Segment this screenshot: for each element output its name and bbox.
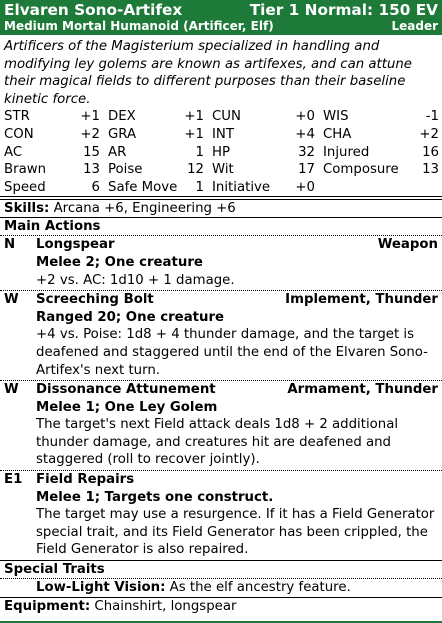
stat-gra: GRA +1	[108, 126, 204, 142]
stat-dex: DEX +1	[108, 109, 204, 125]
action-tags: Armament, Thunder	[287, 382, 438, 398]
action-tags: Implement, Thunder	[285, 292, 438, 308]
stat-wis: WIS -1	[323, 109, 439, 125]
action-key: W	[4, 292, 19, 308]
action-effect: +4 vs. Poise: 1d8 + 4 thunder damage, and the target is deafened and staggered until the end of the Elvaren Sono-Artifex's next turn.	[36, 327, 428, 378]
action-name: Longspear	[36, 237, 115, 253]
action-tags: Weapon	[377, 237, 438, 253]
action-key: N	[4, 237, 16, 253]
equipment-line	[0, 598, 442, 615]
stat-ar: AR 1	[108, 144, 204, 160]
action-effect: The target may use a resurgence. If it has a Field Generator special trait, and its Field Generator has been crippled, the Field Generator is also repaired.	[36, 507, 435, 558]
skills-line	[0, 200, 442, 217]
stat-str: STR +1	[4, 109, 100, 125]
action-range: Melee 1; One Ley Golem	[36, 399, 218, 415]
stat-wit: Wit 17	[212, 162, 315, 178]
stat-hp: HP 32	[212, 144, 315, 160]
creature-type: Medium Mortal Humanoid (Artificer, Elf)	[4, 19, 274, 33]
action-name: Dissonance Attunement	[36, 382, 216, 398]
stat-composure: Composure 13	[323, 162, 439, 178]
stat-cha: CHA +2	[323, 126, 439, 142]
skills-value: Arcana +6, Engineering +6	[53, 201, 236, 217]
action-key: W	[4, 382, 19, 398]
equipment-value: Chainshirt, longspear	[94, 598, 237, 614]
action-name: Screeching Bolt	[36, 292, 154, 308]
action-range: Melee 2; One creature	[36, 254, 203, 270]
action-range: Melee 1; Targets one construct.	[36, 489, 274, 505]
flavor-text: Artificers of the Magisterium specialized in handling and modifying ley golems are known as artifexes, and can attune their magical fields to different purposes than their baseline kinetic force.	[4, 39, 412, 107]
action-field-repairs	[0, 471, 442, 560]
main-actions-title: Main Actions	[4, 219, 101, 235]
creature-tier: Tier 1 Normal: 150 EV	[249, 1, 438, 19]
creature-role: Leader	[391, 19, 438, 33]
stat-cun: CUN +0	[212, 109, 315, 125]
action-screeching-bolt	[0, 291, 442, 380]
trait-low-light-vision	[0, 579, 442, 597]
header-bar	[0, 0, 442, 35]
stat-speed: Speed 6	[4, 179, 100, 195]
skills-label: Skills:	[4, 201, 50, 217]
stat-empty	[323, 179, 439, 197]
attribute-grid	[0, 108, 442, 196]
action-range: Ranged 20; One creature	[36, 309, 225, 325]
trait-text: As the elf ancestry feature.	[169, 580, 351, 596]
stat-ac: AC 15	[4, 144, 100, 160]
creature-name: Elvaren Sono-Artifex	[4, 1, 183, 19]
action-name: Field Repairs	[36, 472, 135, 488]
equipment-label: Equipment:	[4, 598, 91, 614]
stat-safe-move: Safe Move 1	[108, 179, 204, 195]
stat-con: CON +2	[4, 126, 100, 142]
action-longspear	[0, 236, 442, 290]
action-effect: The target's next Field attack deals 1d8 + 2 additional thunder damage, and creatures hit are deafened and staggered (roll to recover jointly).	[36, 417, 399, 468]
action-effect: +2 vs. AC: 1d10 + 1 damage.	[36, 272, 235, 288]
action-dissonance-attunement	[0, 381, 442, 470]
stat-poise: Poise 12	[108, 162, 204, 178]
stat-brawn: Brawn 13	[4, 162, 100, 178]
stat-initiative: Initiative +0	[212, 179, 315, 195]
stat-int: INT +4	[212, 126, 315, 142]
special-traits-title: Special Traits	[4, 562, 105, 578]
trait-name: Low-Light Vision:	[36, 580, 166, 596]
action-key: E1	[4, 472, 23, 488]
stat-injured: Injured 16	[323, 144, 439, 160]
